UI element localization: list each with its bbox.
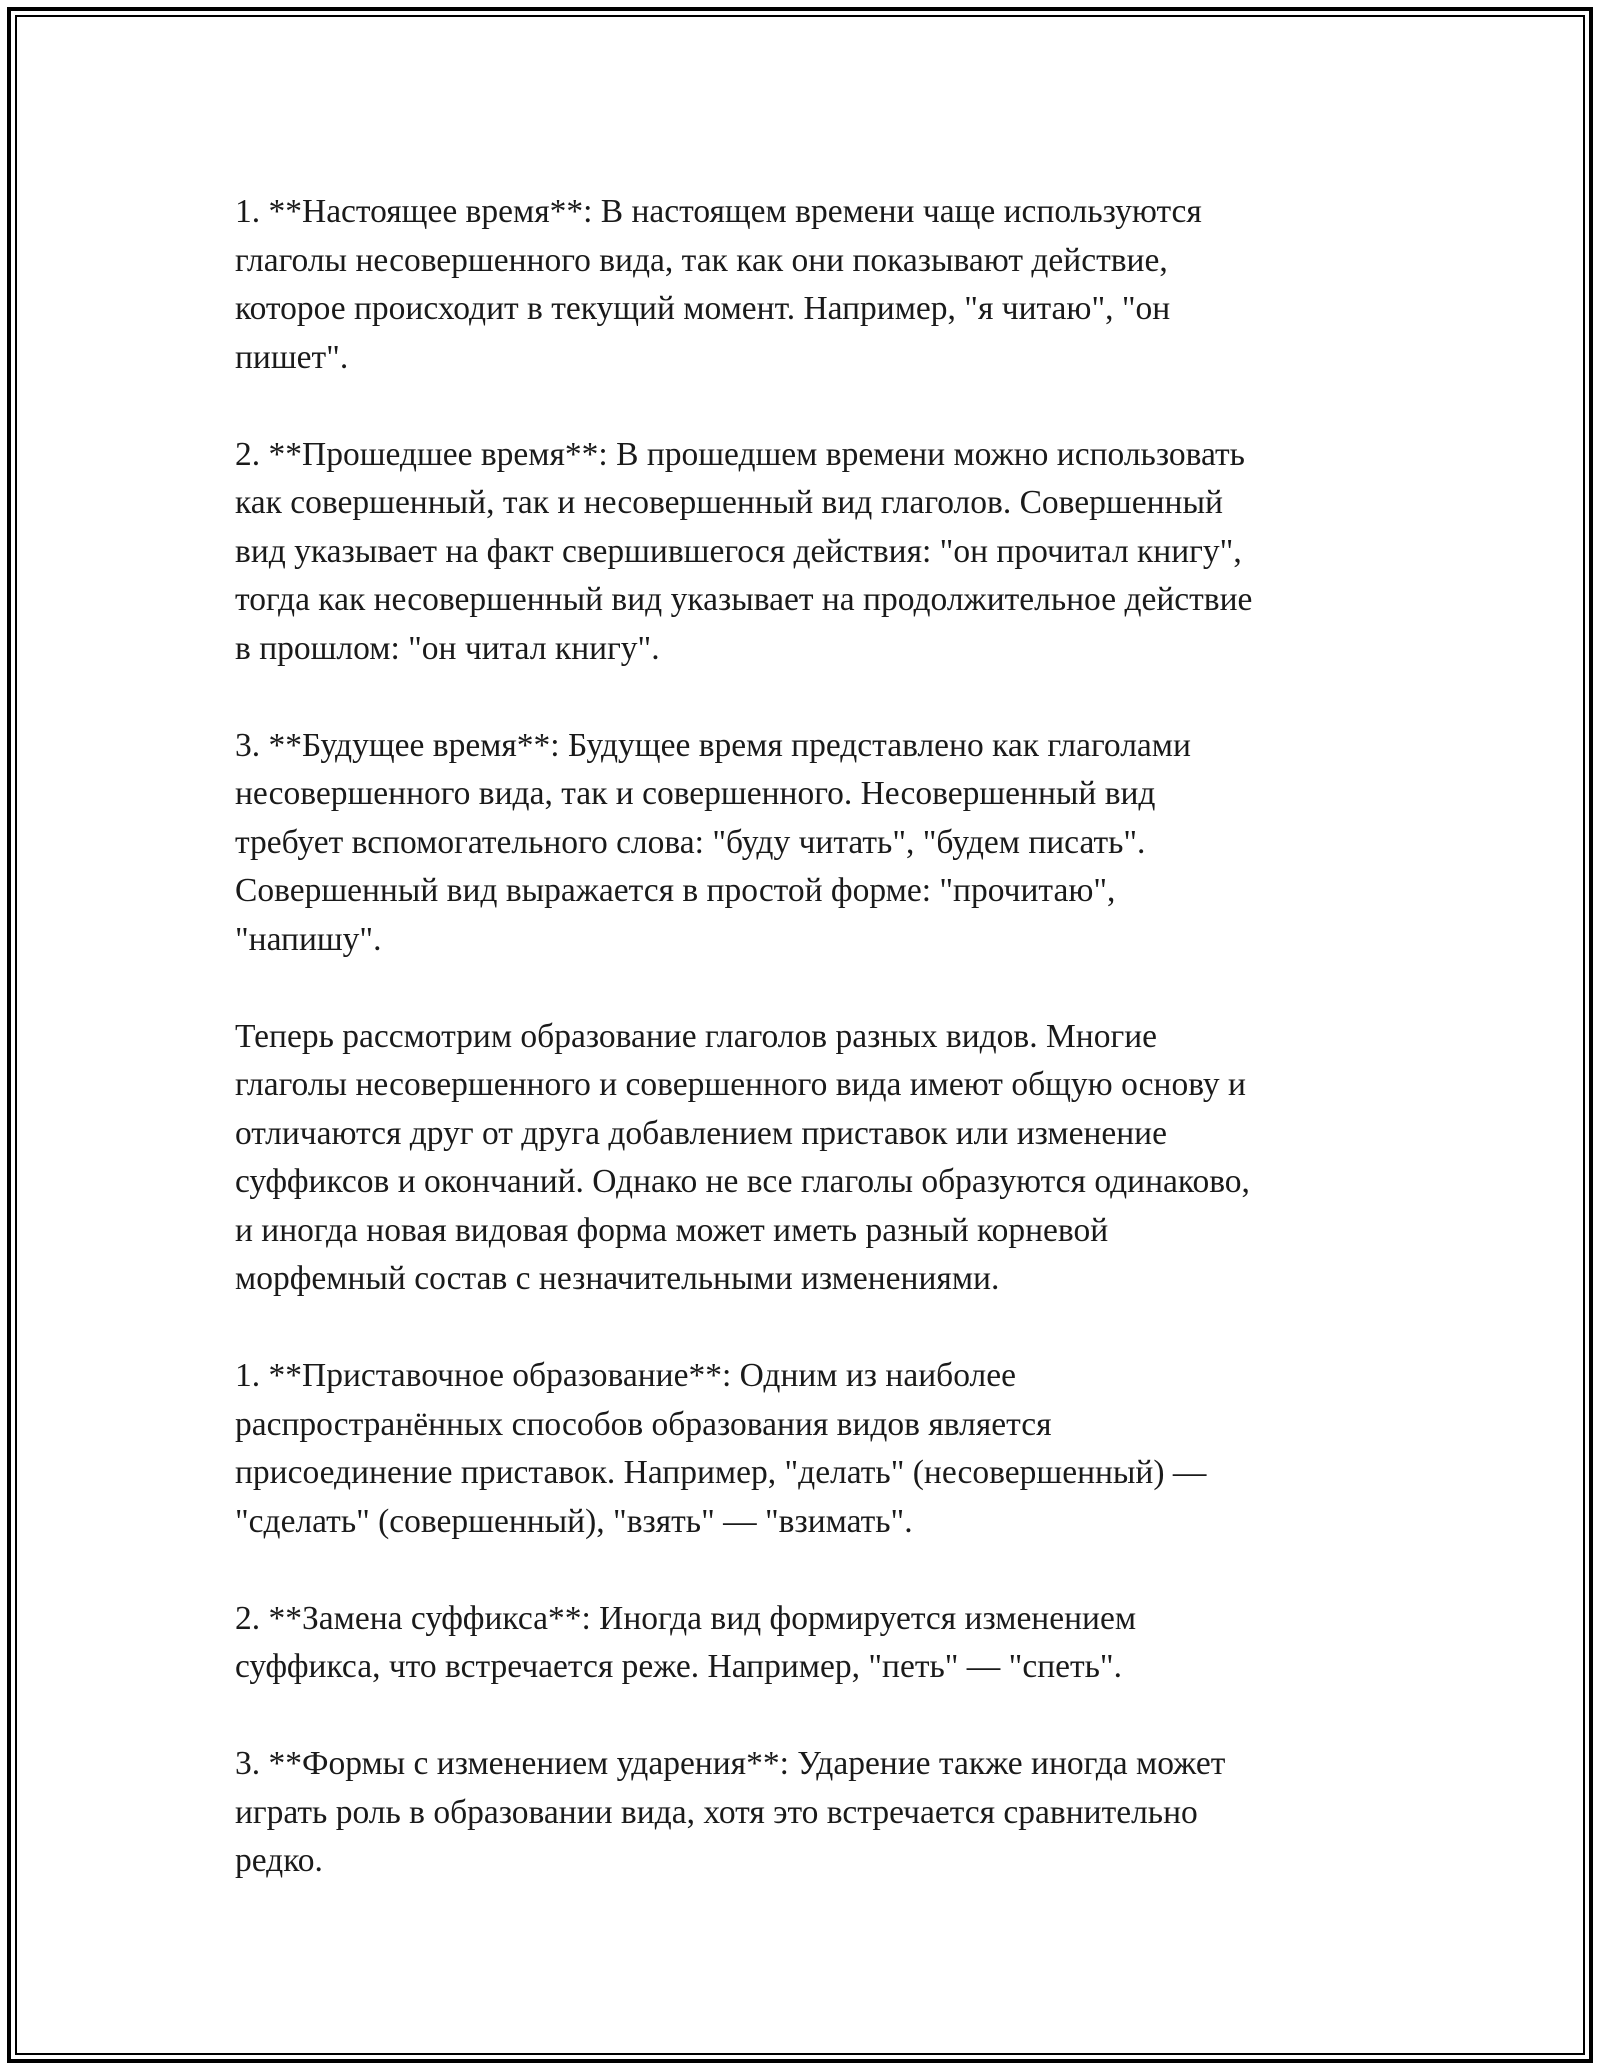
paragraph-future-tense: 3. **Будущее время**: Будущее время представлено как глаголами несовершенного вида, так и совершенного. Несовершенный вид требует вспомогательного слова: "буду читать", "будем писать". Совершенный вид выражается в простой форме: "прочитаю", "напишу". xyxy=(235,726,1191,958)
document-body xyxy=(235,188,1395,1934)
paragraph-suffix-replacement: 2. **Замена суффикса**: Иногда вид формируется изменением суффикса, что встречается реже. Например, "петь" — "спеть". xyxy=(235,1599,1137,1685)
paragraph-verb-formation-intro: Теперь рассмотрим образование глаголов разных видов. Многие глаголы несовершенного и совершенного вида имеют общую основу и отличаются друг от друга добавлением приставок или изменение суффиксов и окончаний. Однако не все глаголы образуются одинаково, и иногда новая видовая форма может иметь разный корневой морфемный состав с незначительными изменениями. xyxy=(235,1017,1250,1297)
paragraph-present-tense: 1. **Настоящее время**: В настоящем времени чаще используются глаголы несовершенного вида, так как они показывают действие, которое происходит в текущий момент. Например, "я читаю", "он пишет". xyxy=(235,193,1202,376)
paragraph-past-tense: 2. **Прошедшее время**: В прошедшем времени можно использовать как совершенный, так и несовершенный вид глаголов. Совершенный вид указывает на факт свершившегося действия: "он прочитал книгу", тогда как несовершенный вид указывает на продолжительное действие в прошлом: "он читал книгу". xyxy=(235,435,1253,667)
paragraph-prefix-formation: 1. **Приставочное образование**: Одним из наиболее распространённых способов образования видов является присоединение приставок. Например, "делать" (несовершенный) — "сделать" (совершенный), "взять" — "взимать". xyxy=(235,1357,1207,1540)
paragraph-stress-change: 3. **Формы с изменением ударения**: Ударение также иногда может играть роль в образовании вида, хотя это встречается сравнительно редко. xyxy=(235,1745,1226,1879)
